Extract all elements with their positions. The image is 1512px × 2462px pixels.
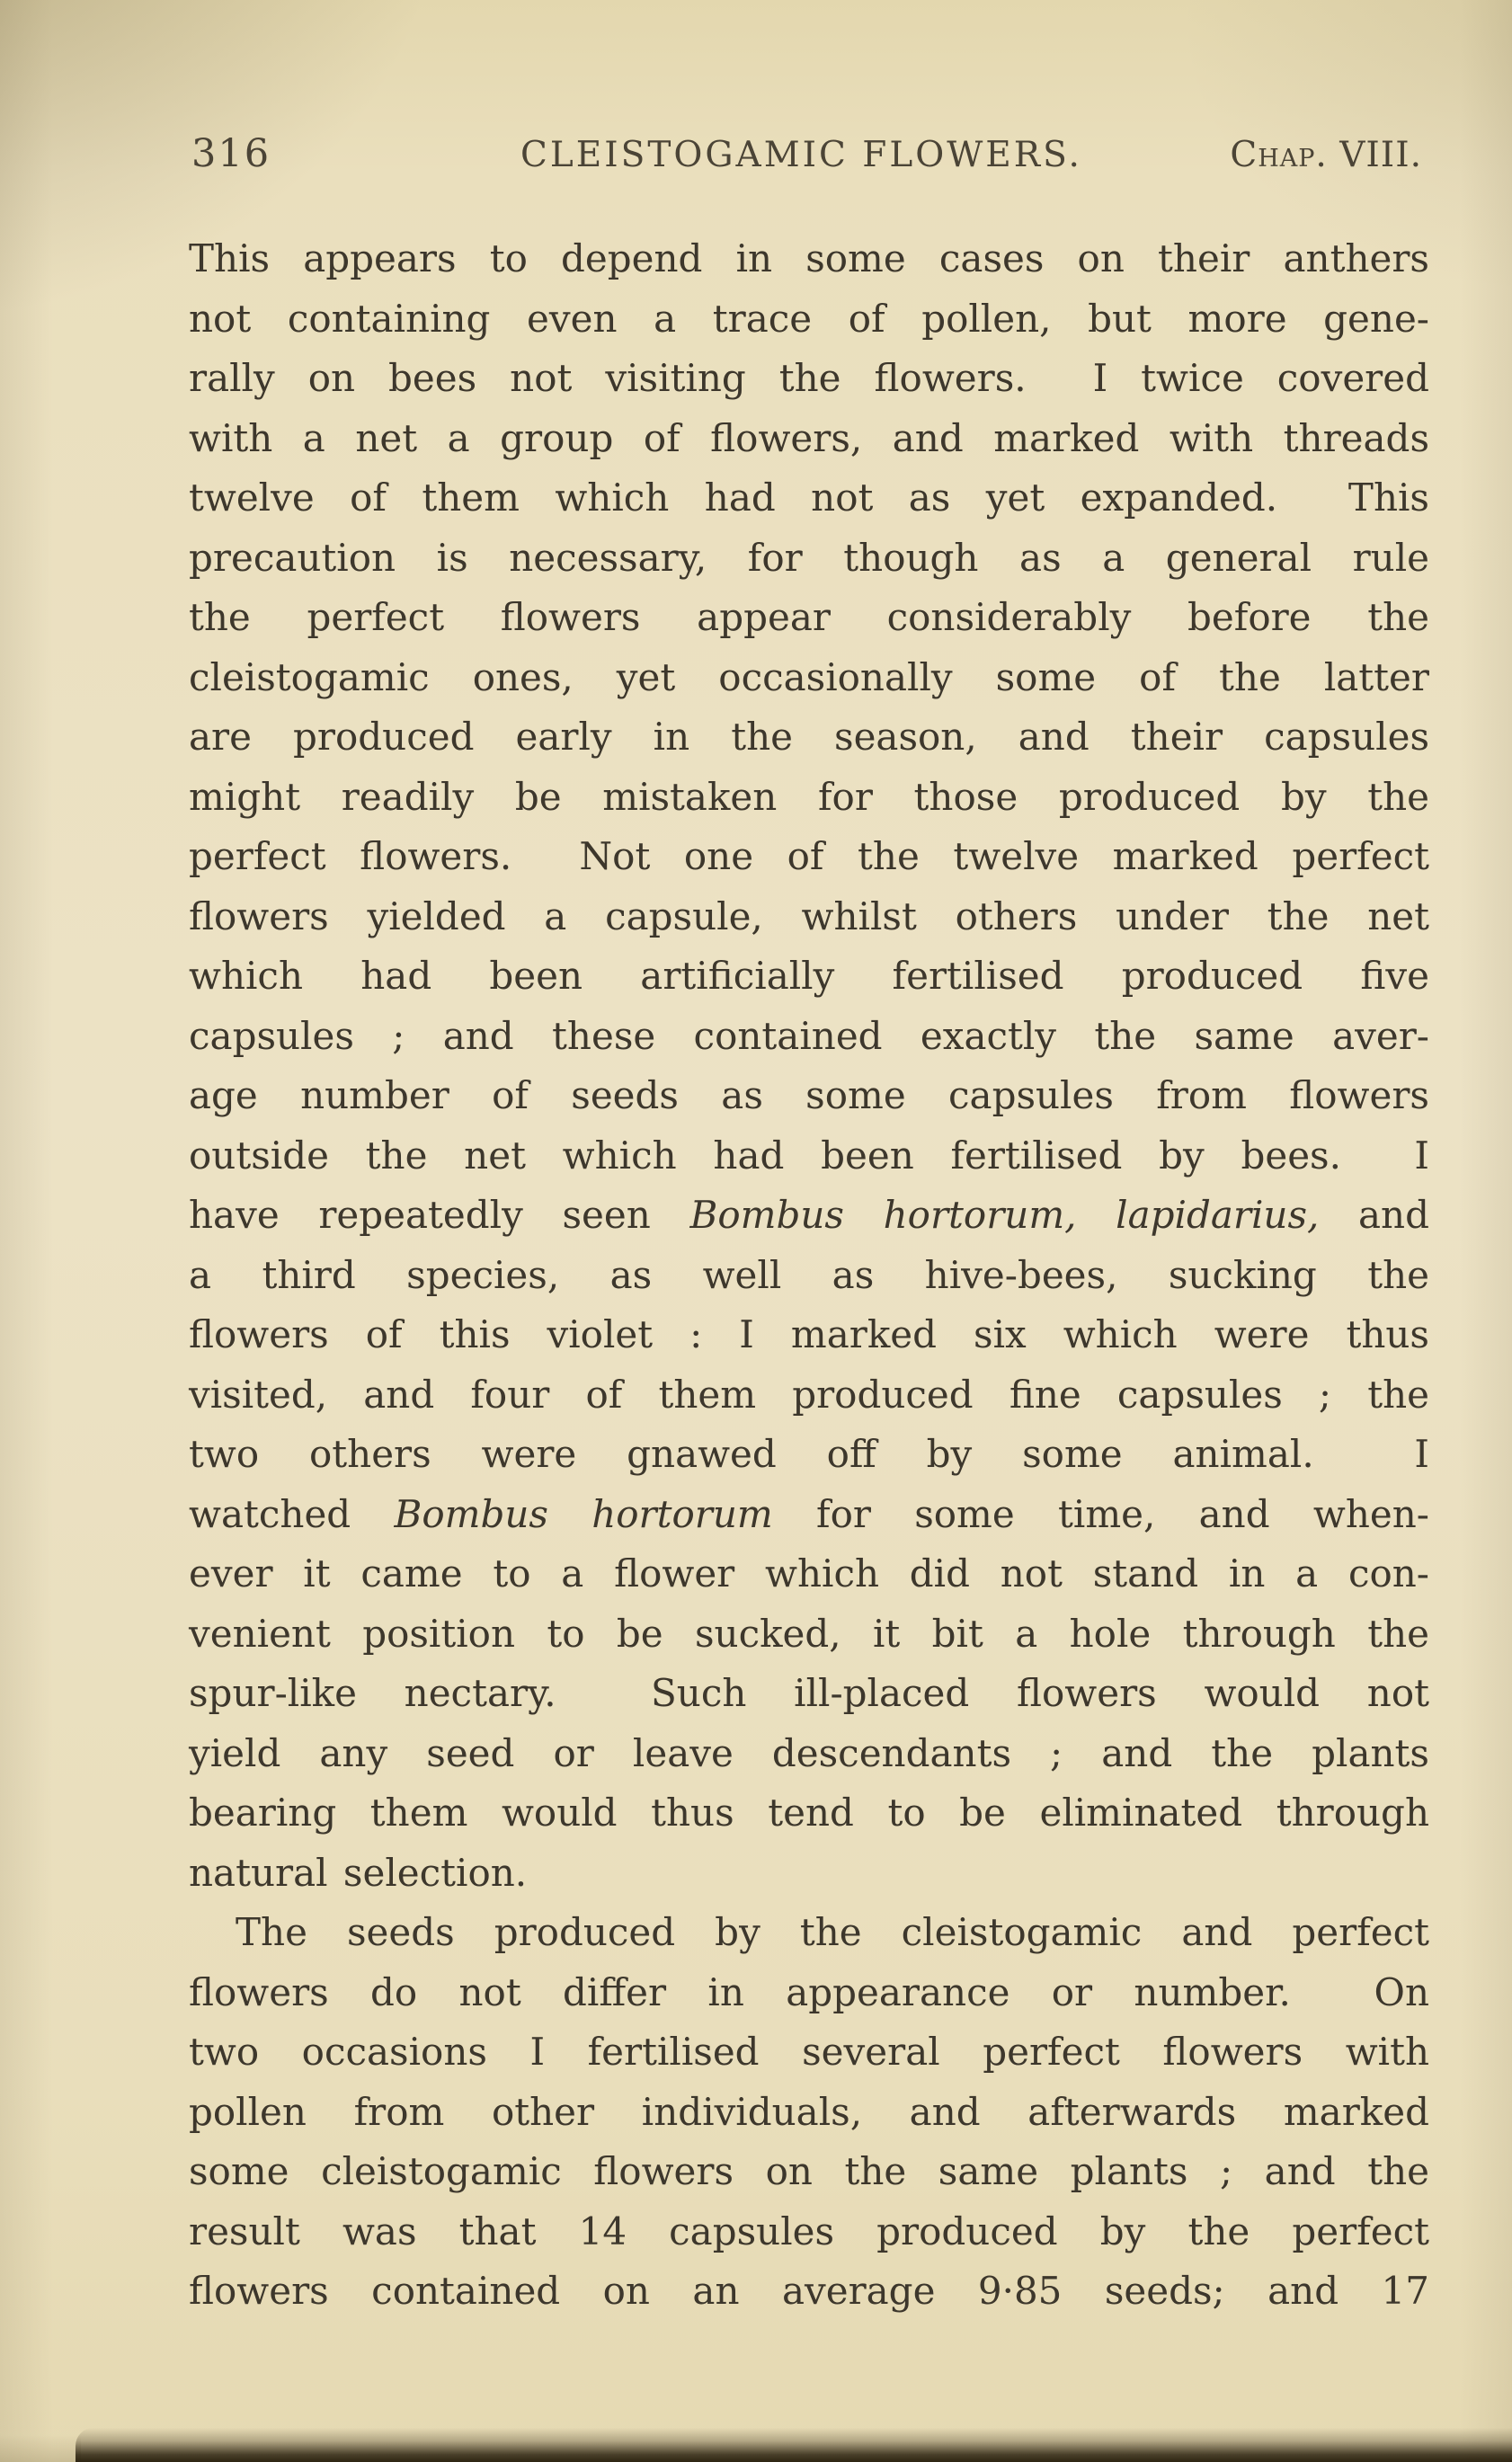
text-line: [189, 1007, 1429, 1067]
running-title: CLEISTOGAMIC FLOWERS.: [520, 135, 1082, 175]
page-text: [189, 229, 1429, 2322]
text-line: [189, 2202, 1429, 2262]
text-line: [189, 1305, 1429, 1365]
text-segment: precaution is necessary, for though as a general rule: [189, 535, 1429, 580]
text-line: [189, 1724, 1429, 1784]
text-segment: ever it came to a flower which did not stand in a con-: [189, 1551, 1429, 1595]
text-segment: yield any seed or leave descendants ; and the plants: [189, 1730, 1429, 1775]
text-line: [189, 588, 1429, 648]
paragraph: [189, 229, 1429, 1903]
text-line: [189, 1903, 1429, 1963]
text-line: [189, 2142, 1429, 2202]
text-segment: flowers do not differ in appearance or number. On: [189, 1969, 1429, 2014]
text-segment: have repeatedly seen: [189, 1193, 690, 1237]
text-line: [189, 468, 1429, 529]
text-line: [189, 1126, 1429, 1187]
text-segment: two occasions I fertilised several perfect flowers with: [189, 2030, 1429, 2074]
chapter-label: Chap. VIII.: [1230, 135, 1422, 175]
text-line: [189, 827, 1429, 887]
text-segment: two others were gnawed off by some animal. I: [189, 1432, 1429, 1476]
text-line: [189, 887, 1429, 947]
text-line: [189, 768, 1429, 828]
text-line: [189, 289, 1429, 350]
text-line: [189, 529, 1429, 589]
text-segment: bearing them would thus tend to be eliminated through: [189, 1791, 1429, 1835]
text-segment: are produced early in the season, and their capsules: [189, 715, 1429, 759]
text-segment: outside the net which had been fertilised by bees. I: [189, 1133, 1429, 1178]
text-segment: the perfect flowers appear considerably before the: [189, 595, 1429, 639]
text-segment: twelve of them which had not as yet expanded. This: [189, 476, 1429, 520]
text-segment: flowers yielded a capsule, whilst others under the net: [189, 893, 1429, 938]
text-line: [189, 2083, 1429, 2143]
text-segment: cleistogamic ones, yet occasionally some of the latter: [189, 654, 1429, 699]
species-name-italic: Bombus hortorum, lapidarius,: [689, 1193, 1320, 1237]
text-segment: with a net a group of flowers, and marked with threads: [189, 415, 1429, 460]
text-line: [189, 1544, 1429, 1604]
text-segment: some cleistogamic flowers on the same plants ; and the: [189, 2149, 1429, 2193]
page-header: [0, 133, 1512, 178]
text-line: [189, 1844, 1429, 1904]
page-edge-shadow: [76, 2428, 1512, 2462]
text-line: [189, 1246, 1429, 1306]
text-segment: watched: [189, 1491, 395, 1536]
page-corner-shadow: [0, 2435, 81, 2462]
text-segment: might readily be mistaken for those produced by the: [189, 774, 1429, 819]
text-segment: venient position to be sucked, it bit a hole through the: [189, 1611, 1429, 1656]
text-line: [189, 349, 1429, 409]
text-line: [189, 409, 1429, 469]
text-segment: for some time, and when-: [772, 1491, 1429, 1536]
text-line: [189, 648, 1429, 708]
text-segment: perfect flowers. Not one of the twelve marked perfect: [189, 834, 1429, 878]
text-line: [189, 2022, 1429, 2083]
text-segment: capsules ; and these contained exactly the same aver-: [189, 1013, 1429, 1058]
text-line: [189, 1963, 1429, 2023]
text-segment: pollen from other individuals, and afterwards marked: [189, 2089, 1429, 2134]
text-line: [189, 229, 1429, 289]
text-line: [189, 1783, 1429, 1844]
text-segment: result was that 14 capsules produced by the perfect: [189, 2209, 1429, 2253]
text-segment: The seeds produced by the cleistogamic and perfect: [236, 1910, 1429, 1954]
text-line: [189, 1604, 1429, 1665]
text-segment: visited, and four of them produced fine capsules ; the: [189, 1372, 1429, 1417]
text-segment: which had been artificially fertilised produced five: [189, 954, 1429, 998]
text-segment: not containing even a trace of pollen, but more gene-: [189, 296, 1429, 341]
paragraph: [189, 1903, 1429, 2322]
text-line: [189, 1485, 1429, 1545]
text-line: [189, 1425, 1429, 1485]
text-segment: natural selection.: [189, 1850, 528, 1895]
text-segment: and: [1319, 1193, 1429, 1237]
text-line: [189, 1365, 1429, 1426]
text-segment: rally on bees not visiting the flowers. I twice covered: [189, 356, 1429, 400]
text-line: [189, 2262, 1429, 2322]
text-segment: age number of seeds as some capsules from flowers: [189, 1073, 1429, 1117]
species-name-italic: Bombus hortorum: [394, 1491, 773, 1536]
text-segment: flowers contained on an average 9·85 seeds; and 17: [189, 2269, 1429, 2313]
page-number: 316: [191, 131, 271, 176]
text-line: [189, 1066, 1429, 1126]
text-line: [189, 947, 1429, 1007]
text-segment: This appears to depend in some cases on their anthers: [189, 236, 1429, 280]
text-line: [189, 1664, 1429, 1724]
text-segment: flowers of this violet : I marked six which were thus: [189, 1312, 1429, 1356]
text-segment: a third species, as well as hive-bees, sucking the: [189, 1252, 1429, 1297]
text-line: [189, 1186, 1429, 1246]
text-segment: spur-like nectary. Such ill-placed flowers would not: [189, 1671, 1429, 1715]
text-line: [189, 707, 1429, 768]
